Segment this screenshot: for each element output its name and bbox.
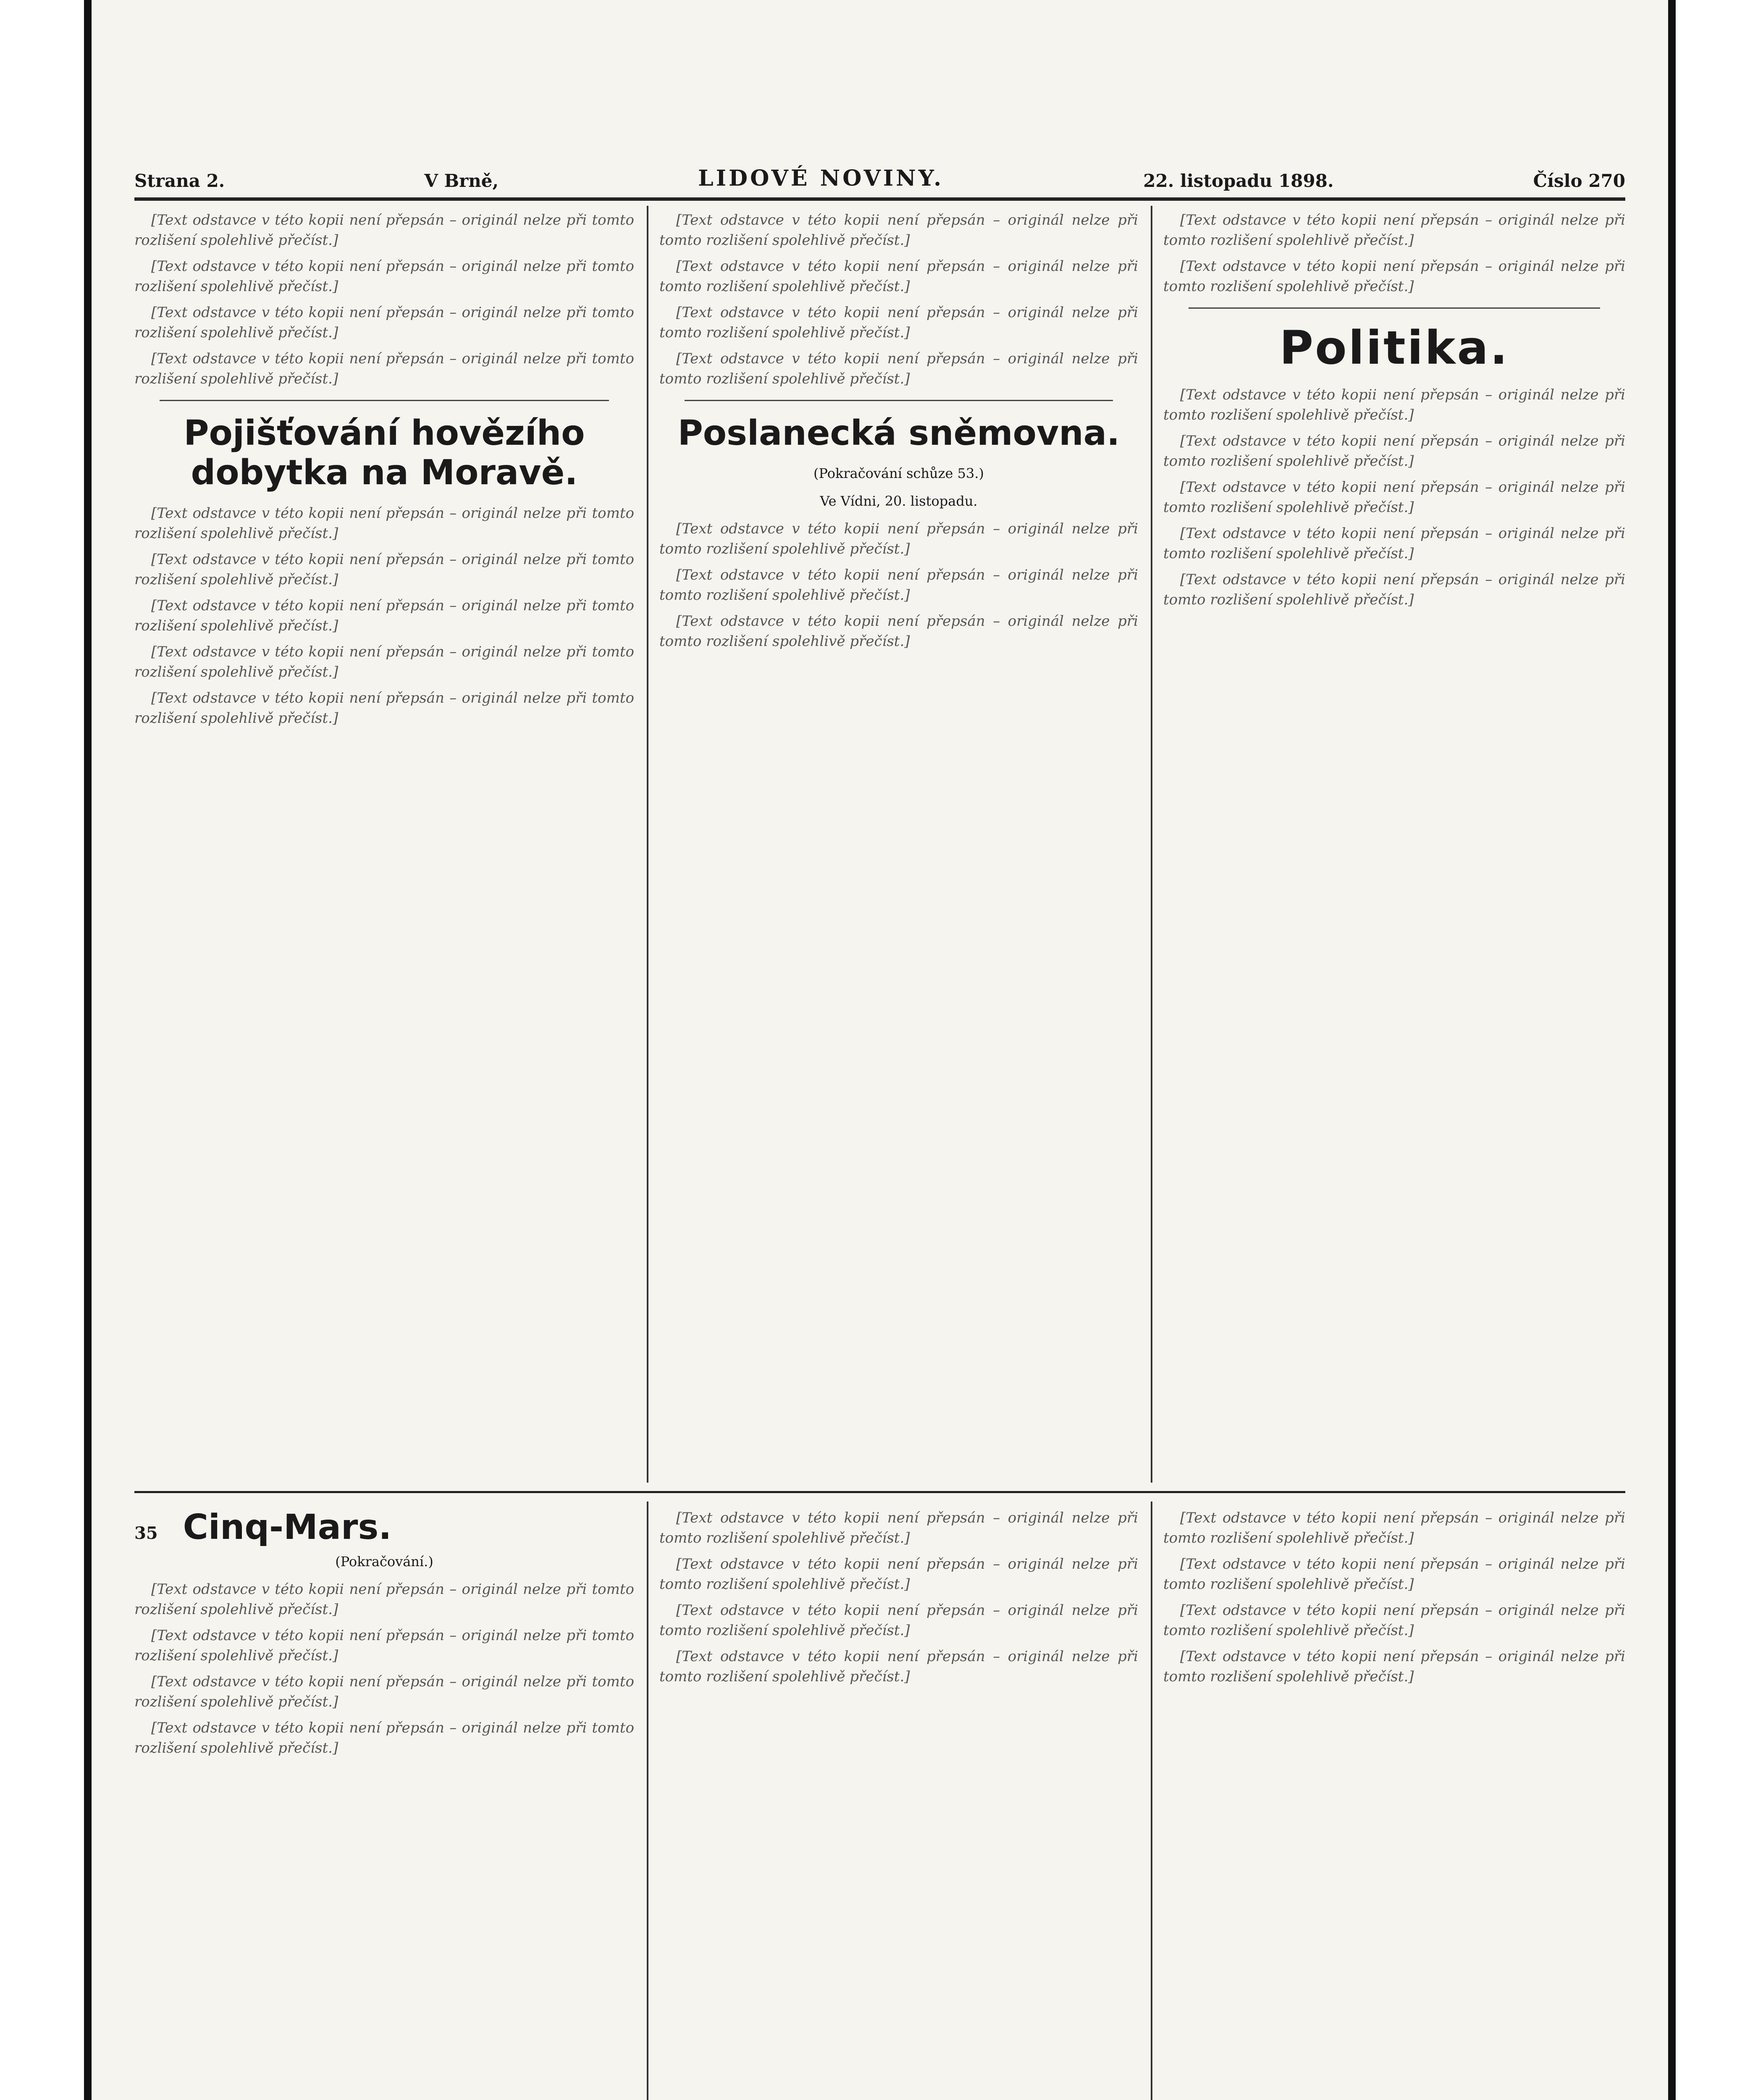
paragraph: [Text odstavce v této kopii není přepsán – originál nelze při tomto rozlišení spolehlivě přečíst.]: [134, 304, 634, 341]
article-separator: [1189, 307, 1600, 309]
paragraph: [Text odstavce v této kopii není přepsán – originál nelze při tomto rozlišení spolehlivě přečíst.]: [1163, 258, 1625, 295]
article-separator: [685, 400, 1113, 401]
column-divider: [647, 1502, 648, 2100]
column-1-lower: [134, 1508, 634, 2100]
parliament-dateline: Ve Vídni, 20. listopadu.: [820, 493, 978, 509]
heading-serial: Cinq-Mars.: [183, 1508, 392, 1547]
scan-edge-right: [1668, 0, 1676, 2100]
heading-parliament: Poslanecká sněmovna.: [677, 413, 1120, 453]
paragraph: [Text odstavce v této kopii není přepsán – originál nelze při tomto rozlišení spolehlivě přečíst.]: [659, 304, 1138, 341]
paragraph: [Text odstavce v této kopii není přepsán – originál nelze při tomto rozlišení spolehlivě přečíst.]: [659, 1509, 1138, 1546]
paragraph: [Text odstavce v této kopii není přepsán – originál nelze při tomto rozlišení spolehlivě přečíst.]: [134, 1719, 634, 1757]
heading-insurance: Pojišťování hovězího dobytka na Moravě.: [184, 413, 585, 493]
feuilleton-rule: [134, 1491, 1625, 1493]
paragraph: [Text odstavce v této kopii není přepsán – originál nelze při tomto rozlišení spolehlivě přečíst.]: [134, 258, 634, 295]
newspaper-page: [84, 0, 1676, 2100]
page-header: [134, 162, 1625, 191]
parliament-subtitle: (Pokračování schůze 53.): [813, 465, 984, 482]
paragraph: [Text odstavce v této kopii není přepsán – originál nelze při tomto rozlišení spolehlivě přečíst.]: [659, 520, 1138, 558]
column-3-lower: [1163, 1508, 1625, 2100]
paragraph: [Text odstavce v této kopii není přepsán – originál nelze při tomto rozlišení spolehlivě přečíst.]: [134, 1627, 634, 1664]
paragraph: [Text odstavce v této kopii není přepsán – originál nelze při tomto rozlišení spolehlivě přečíst.]: [659, 1602, 1138, 1639]
paragraph: [Text odstavce v této kopii není přepsán – originál nelze při tomto rozlišení spolehlivě přečíst.]: [134, 1581, 634, 1618]
paragraph: [Text odstavce v této kopii není přepsán – originál nelze při tomto rozlišení spolehlivě přečíst.]: [134, 212, 634, 249]
paragraph: [Text odstavce v této kopii není přepsán – originál nelze při tomto rozlišení spolehlivě přečíst.]: [659, 613, 1138, 650]
serial-number: 35: [134, 1523, 158, 1543]
paragraph: [Text odstavce v této kopii není přepsán – originál nelze při tomto rozlišení spolehlivě přečíst.]: [1163, 1602, 1625, 1639]
paragraph: [Text odstavce v této kopii není přepsán – originál nelze při tomto rozlišení spolehlivě přečíst.]: [134, 597, 634, 634]
paragraph: [Text odstavce v této kopii není přepsán – originál nelze při tomto rozlišení spolehlivě přečíst.]: [134, 504, 634, 542]
header-title: LIDOVÉ NOVINY.: [698, 165, 944, 191]
column-1-upper: [134, 210, 634, 1483]
paragraph: [Text odstavce v této kopii není přepsán – originál nelze při tomto rozlišení spolehlivě přečíst.]: [1163, 478, 1625, 516]
column-divider: [1151, 206, 1152, 1483]
paragraph: [Text odstavce v této kopii není přepsán – originál nelze při tomto rozlišení spolehlivě přečíst.]: [1163, 212, 1625, 249]
paragraph: [Text odstavce v této kopii není přepsán – originál nelze při tomto rozlišení spolehlivě přečíst.]: [659, 1556, 1138, 1593]
paragraph: [Text odstavce v této kopii není přepsán – originál nelze při tomto rozlišení spolehlivě přečíst.]: [1163, 432, 1625, 470]
column-3-upper: [1163, 210, 1625, 1483]
paragraph: [Text odstavce v této kopii není přepsán – originál nelze při tomto rozlišení spolehlivě přečíst.]: [659, 567, 1138, 604]
header-date: 22. listopadu 1898.: [1143, 171, 1334, 191]
paragraph: [Text odstavce v této kopii není přepsán – originál nelze při tomto rozlišení spolehlivě přečíst.]: [1163, 1648, 1625, 1685]
scan-edge-left: [84, 0, 92, 2100]
paragraph: [Text odstavce v této kopii není přepsán – originál nelze při tomto rozlišení spolehlivě přečíst.]: [659, 350, 1138, 387]
heading-politics: Politika.: [1279, 321, 1509, 375]
paragraph: [Text odstavce v této kopii není přepsán – originál nelze při tomto rozlišení spolehlivě přečíst.]: [1163, 1509, 1625, 1546]
serial-continuation: (Pokračování.): [335, 1554, 433, 1570]
paragraph: [Text odstavce v této kopii není přepsán – originál nelze při tomto rozlišení spolehlivě přečíst.]: [134, 689, 634, 727]
paragraph: [Text odstavce v této kopii není přepsán – originál nelze při tomto rozlišení spolehlivě přečíst.]: [659, 212, 1138, 249]
paragraph: [Text odstavce v této kopii není přepsán – originál nelze při tomto rozlišení spolehlivě přečíst.]: [1163, 525, 1625, 562]
header-issue: Číslo 270: [1533, 171, 1625, 191]
paragraph: [Text odstavce v této kopii není přepsán – originál nelze při tomto rozlišení spolehlivě přečíst.]: [134, 551, 634, 588]
article-separator: [160, 400, 609, 401]
header-rule: [134, 197, 1625, 201]
column-2-upper: [659, 210, 1138, 1483]
paragraph: [Text odstavce v této kopii není přepsán – originál nelze při tomto rozlišení spolehlivě přečíst.]: [134, 1673, 634, 1711]
paragraph: [Text odstavce v této kopii není přepsán – originál nelze při tomto rozlišení spolehlivě přečíst.]: [1163, 386, 1625, 423]
header-place: V Brně,: [424, 171, 499, 191]
column-divider: [647, 206, 648, 1483]
paragraph: [Text odstavce v této kopii není přepsán – originál nelze při tomto rozlišení spolehlivě přečíst.]: [1163, 571, 1625, 608]
paragraph: [Text odstavce v této kopii není přepsán – originál nelze při tomto rozlišení spolehlivě přečíst.]: [659, 1648, 1138, 1685]
paragraph: [Text odstavce v této kopii není přepsán – originál nelze při tomto rozlišení spolehlivě přečíst.]: [134, 643, 634, 680]
column-2-lower: [659, 1508, 1138, 2100]
column-divider: [1151, 1502, 1152, 2100]
paragraph: [Text odstavce v této kopii není přepsán – originál nelze při tomto rozlišení spolehlivě přečíst.]: [659, 258, 1138, 295]
paragraph: [Text odstavce v této kopii není přepsán – originál nelze při tomto rozlišení spolehlivě přečíst.]: [134, 350, 634, 387]
paragraph: [Text odstavce v této kopii není přepsán – originál nelze při tomto rozlišení spolehlivě přečíst.]: [1163, 1556, 1625, 1593]
header-page: Strana 2.: [134, 171, 225, 191]
